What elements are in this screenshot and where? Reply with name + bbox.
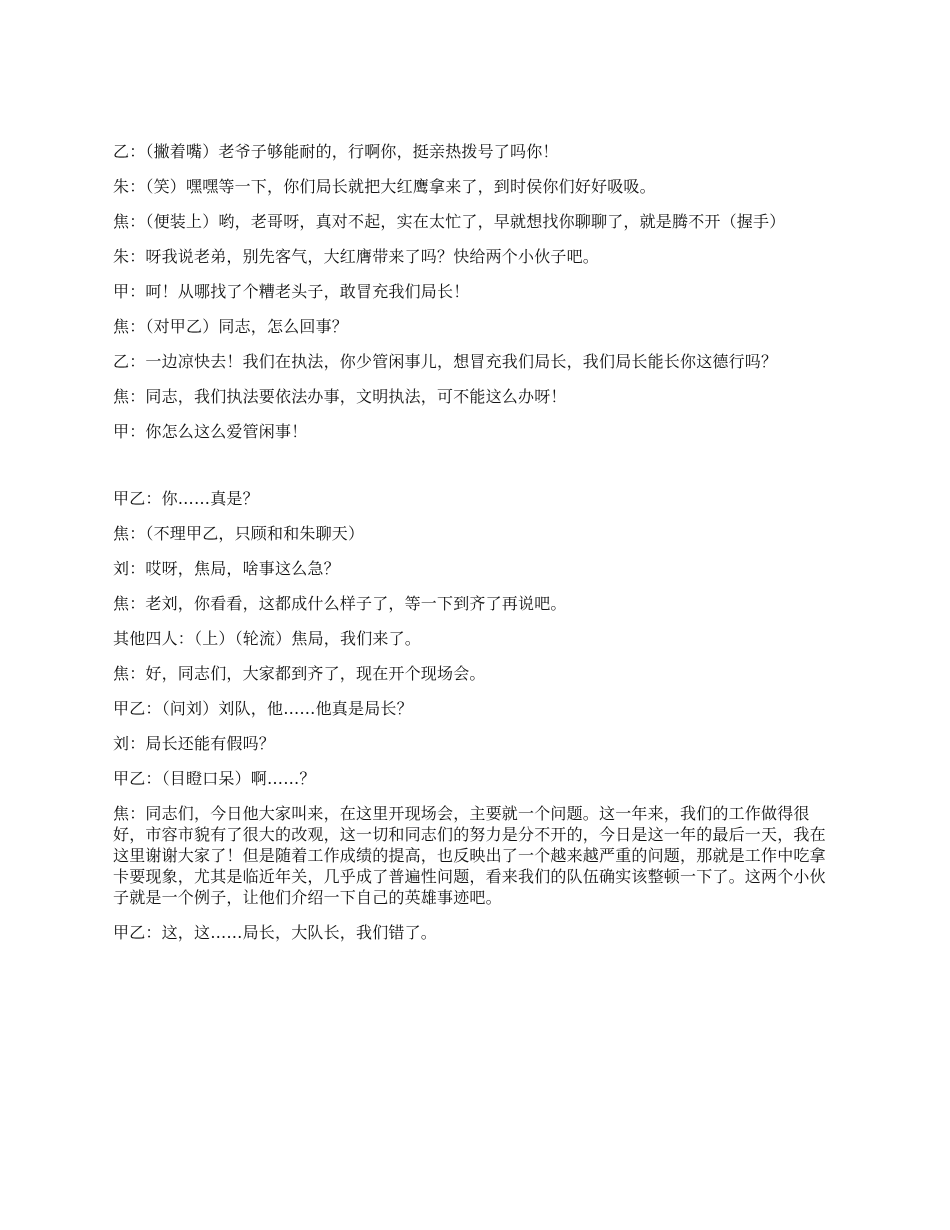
dialogue-line: 其他四人：（上）（轮流）焦局，我们来了。 <box>113 629 422 648</box>
dialogue-line: 朱：呀我说老弟，别先客气，大红膺带来了吗？快给两个小伙子吧。 <box>113 247 600 266</box>
dialogue-line: 甲：呵！从哪找了个糟老头子，敢冒充我们局长！ <box>113 282 470 301</box>
dialogue-line: 焦：同志，我们执法要依法办事，文明执法，可不能这么办呀！ <box>113 387 567 406</box>
dialogue-line: 甲乙：（目瞪口呆）啊……？ <box>113 769 316 788</box>
dialogue-line: 甲乙：这，这……局长，大队长，我们错了。 <box>113 923 438 942</box>
dialogue-line: 焦：同志们，今日他大家叫来，在这里开现场会，主要就一个问题。这一年来，我们的工作做得很好，市容市貌有了很大的改观，这一切和同志们的努力是分不开的，今日是这一年的最后一天，我在这里谢谢大家了！但是随着工作成绩的提高，也反映出了一个越来越严重的问题，那就是工作中吃拿卡要现象，尤其是临近年关，几乎成了普遍性问题，看来我们的队伍确实该整顿一下了。这两个小伙子就是一个例子，让他们介绍一下自己的英雄事迹吧。 <box>113 804 826 907</box>
dialogue-line: 朱：（笑）嘿嘿等一下，你们局长就把大红鹰拿来了，到时侯你们好好吸吸。 <box>113 177 656 196</box>
dialogue-line: 甲乙：你……真是？ <box>113 489 259 508</box>
document-body <box>113 141 841 957</box>
dialogue-line: 乙：一边凉快去！我们在执法，你少管闲事儿，想冒充我们局长，我们局长能长你这德行吗？ <box>113 352 778 371</box>
dialogue-line: 刘：哎呀，焦局，啥事这么急？ <box>113 559 340 578</box>
dialogue-line: 焦：（不理甲乙，只顾和和朱聊天） <box>113 524 365 543</box>
dialogue-line: 焦：好，同志们，大家都到齐了，现在开个现场会。 <box>113 664 486 683</box>
dialogue-line: 焦：（对甲乙）同志，怎么回事？ <box>113 317 349 336</box>
dialogue-line: 乙：（撇着嘴）老爷子够能耐的，行啊你，挺亲热拨号了吗你！ <box>113 142 559 161</box>
dialogue-line: 焦：（便装上）哟，老哥呀，真对不起，实在太忙了，早就想找你聊聊了，就是腾不开（握手） <box>113 212 786 231</box>
dialogue-line: 甲：你怎么这么爱管闲事！ <box>113 422 308 441</box>
dialogue-line: 焦：老刘，你看看，这都成什么样子了，等一下到齐了再说吧。 <box>113 594 567 613</box>
dialogue-line: 刘：局长还能有假吗？ <box>113 734 276 753</box>
dialogue-line: 甲乙：（问刘）刘队，他……他真是局长？ <box>113 699 413 718</box>
